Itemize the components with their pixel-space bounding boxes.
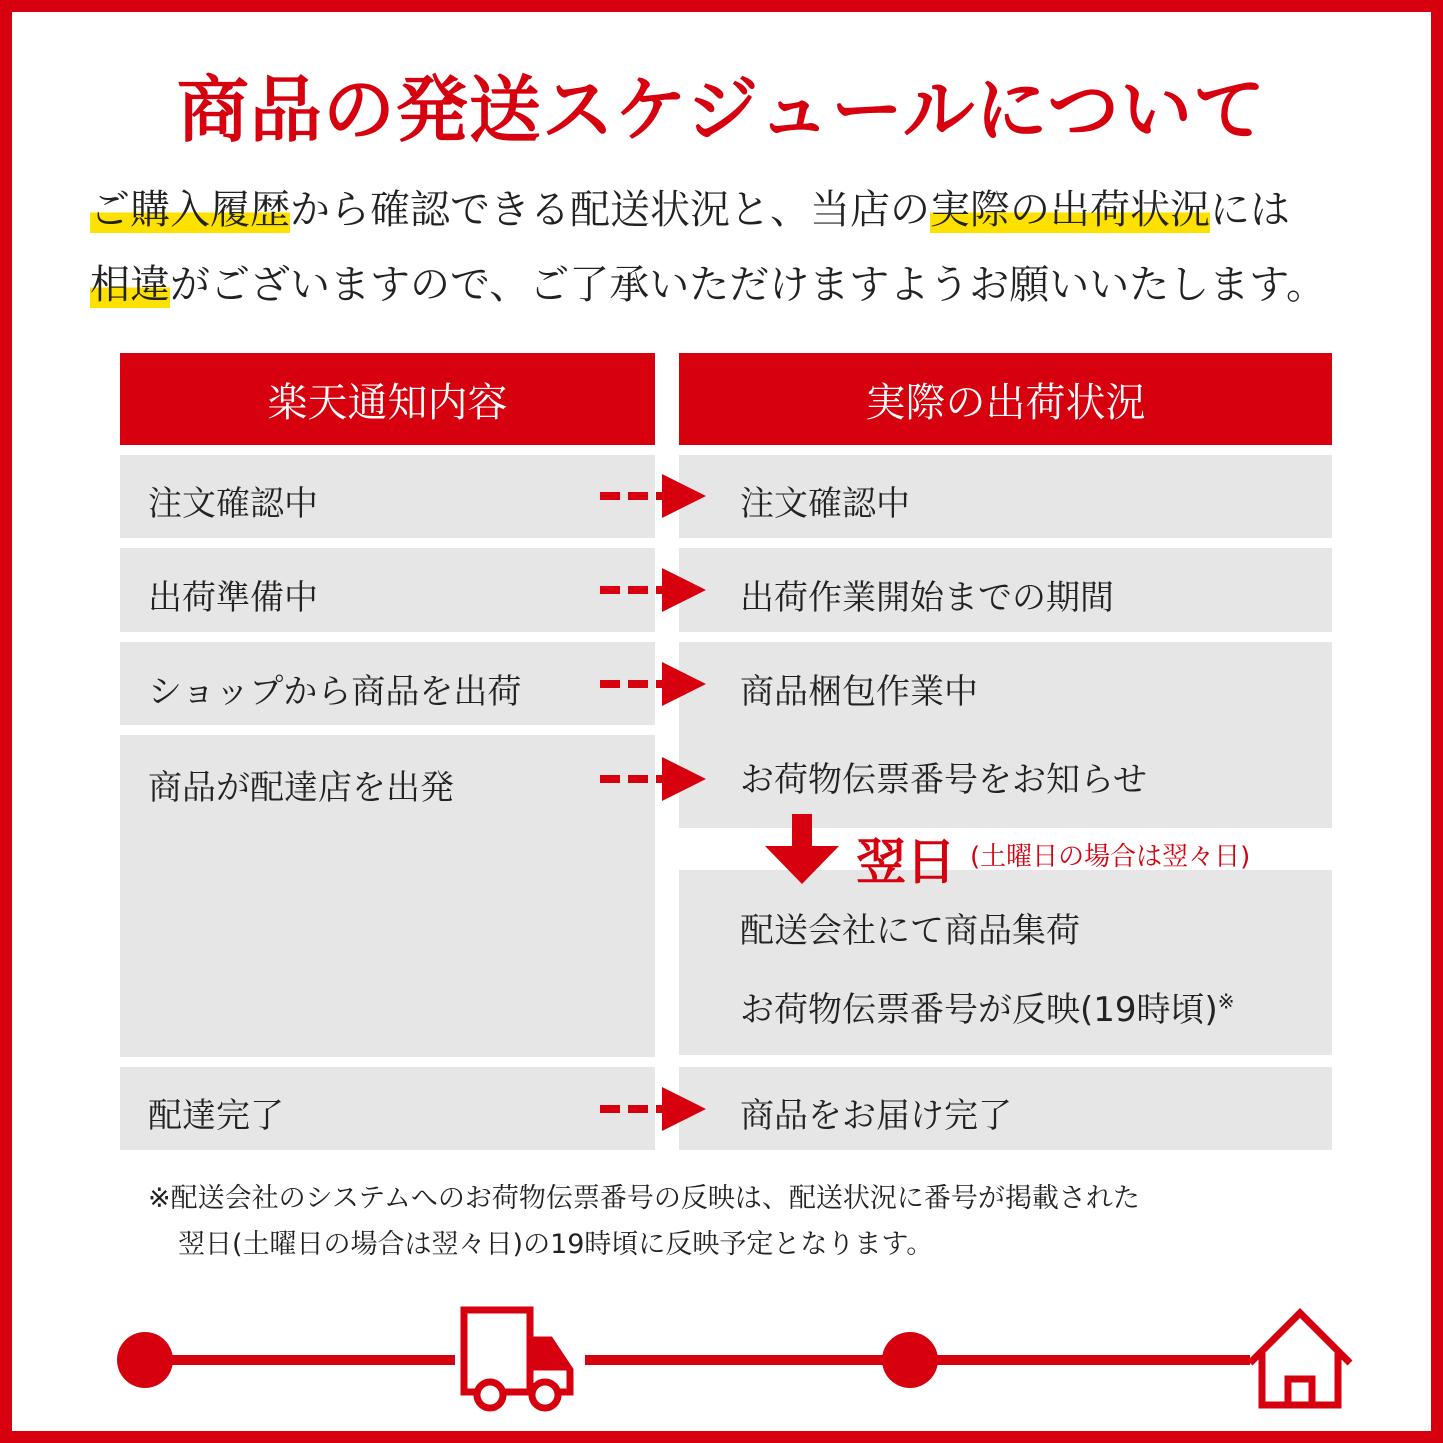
header-actual-status: 実際の出荷状況 bbox=[679, 353, 1332, 445]
intro-line-2 bbox=[90, 253, 1326, 310]
footnote-line-1: ※配送会社のシステムへのお荷物伝票番号の反映は、配送状況に番号が掲載された bbox=[148, 1183, 1140, 1214]
down-arrow-icon bbox=[765, 814, 839, 884]
house-icon bbox=[1250, 1313, 1350, 1405]
header-rakuten-notice: 楽天通知内容 bbox=[120, 353, 655, 445]
left-status: 注文確認中 bbox=[148, 484, 318, 524]
dashed-arrow-icon bbox=[600, 474, 708, 518]
right-status: 出荷作業開始までの期間 bbox=[740, 578, 1114, 618]
intro-text: から確認できる配送状況と、当店の bbox=[290, 187, 930, 233]
left-status: 商品が配達店を出発 bbox=[148, 768, 454, 808]
dashed-arrow-icon bbox=[600, 1087, 708, 1131]
right-status: お荷物伝票番号をお知らせ bbox=[740, 760, 1147, 800]
right-status-text: お荷物伝票番号が反映(19時頃) bbox=[740, 990, 1218, 1030]
intro-highlight: ご購入履歴 bbox=[90, 187, 290, 233]
intro-text: がございますので、ご了承いただけますようお願いいたします。 bbox=[170, 262, 1326, 308]
timeline-dot bbox=[882, 1332, 938, 1388]
right-status: 配送会社にて商品集荷 bbox=[740, 911, 1080, 951]
dashed-arrow-icon bbox=[600, 757, 708, 801]
intro-line-1 bbox=[90, 178, 1290, 235]
delivery-timeline bbox=[0, 1295, 1443, 1425]
right-status: 注文確認中 bbox=[740, 484, 910, 524]
intro-highlight: 実際の出荷状況 bbox=[930, 187, 1210, 233]
page-title: 商品の発送スケジュールについて bbox=[176, 68, 1267, 152]
next-day-sub: (土曜日の場合は翌々日) bbox=[970, 842, 1251, 872]
next-day-label: 翌日 bbox=[856, 833, 956, 891]
timeline-dot bbox=[117, 1332, 173, 1388]
note-mark: ※ bbox=[1217, 989, 1235, 1014]
right-status bbox=[740, 982, 1235, 1031]
dashed-arrow-icon bbox=[600, 662, 708, 706]
left-status: 配達完了 bbox=[148, 1096, 284, 1136]
intro-highlight: 相違 bbox=[90, 262, 170, 308]
right-status: 商品をお届け完了 bbox=[740, 1096, 1012, 1136]
truck-icon bbox=[464, 1310, 570, 1408]
footnote-line-2: 翌日(土曜日の場合は翌々日)の19時頃に反映予定となります。 bbox=[178, 1229, 934, 1260]
right-status: 商品梱包作業中 bbox=[740, 672, 978, 712]
left-status: 出荷準備中 bbox=[148, 578, 318, 618]
intro-text: には bbox=[1210, 187, 1290, 233]
timeline-line bbox=[145, 1355, 1250, 1365]
left-status: ショップから商品を出荷 bbox=[148, 672, 522, 712]
dashed-arrow-icon bbox=[600, 568, 708, 612]
